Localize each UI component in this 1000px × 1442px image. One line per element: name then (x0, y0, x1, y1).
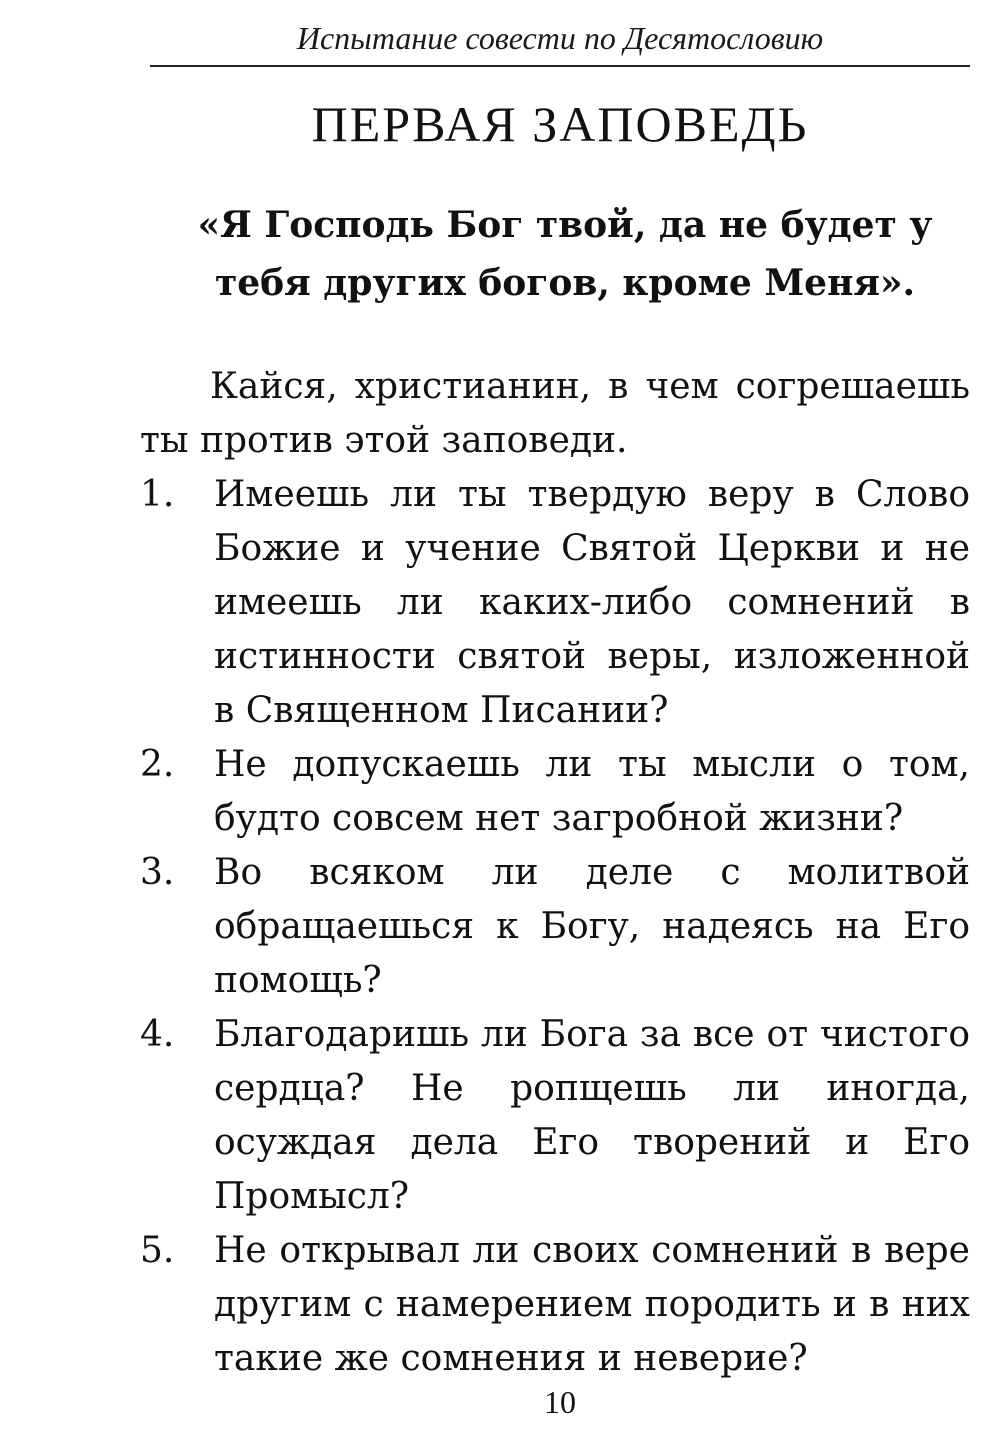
header-rule (150, 65, 970, 67)
item-text: Не открывал ли своих сомнений в вере другим с намерением породить и в них такие же сомнения и неверие? (214, 1230, 970, 1379)
running-header: Испытание совести по Десятословию (296, 20, 824, 56)
body-text (140, 360, 970, 1386)
chapter-title: ПЕРВАЯ ЗАПОВЕДЬ (311, 96, 809, 152)
list-item (140, 468, 970, 738)
item-number: 5. (140, 1230, 175, 1271)
list-item (140, 738, 970, 846)
page-number: 10 (544, 1384, 576, 1420)
item-text: Благодаришь ли Бога за все от чистого сердца? Не ропщешь ли иногда, осуждая дела Его творений и Его Промысл? (214, 1014, 970, 1217)
item-number: 4. (140, 1014, 175, 1055)
question-list (140, 468, 970, 1386)
list-item (140, 1224, 970, 1386)
list-item (140, 846, 970, 1008)
item-number: 1. (140, 474, 175, 515)
commandment-text: «Я Господь Бог твой, да не будет у тебя других богов, кроме Меня». (197, 204, 933, 304)
item-number: 3. (140, 852, 175, 893)
list-item (140, 1008, 970, 1224)
item-number: 2. (140, 744, 175, 785)
item-text: Не допускаешь ли ты мысли о том, будто совсем нет загробной жизни? (214, 744, 970, 839)
item-text: Имеешь ли ты твердую веру в Слово Божие и учение Святой Церкви и не имеешь ли каких-либо сомнений в истинности святой веры, изложенной в Священном Писании? (214, 474, 970, 731)
item-text: Во всяком ли деле с молитвой обращаешься к Богу, надеясь на Его помощь? (214, 852, 970, 1001)
intro-paragraph: Кайся, христианин, в чем согрешаешь ты против этой заповеди. (140, 366, 970, 461)
